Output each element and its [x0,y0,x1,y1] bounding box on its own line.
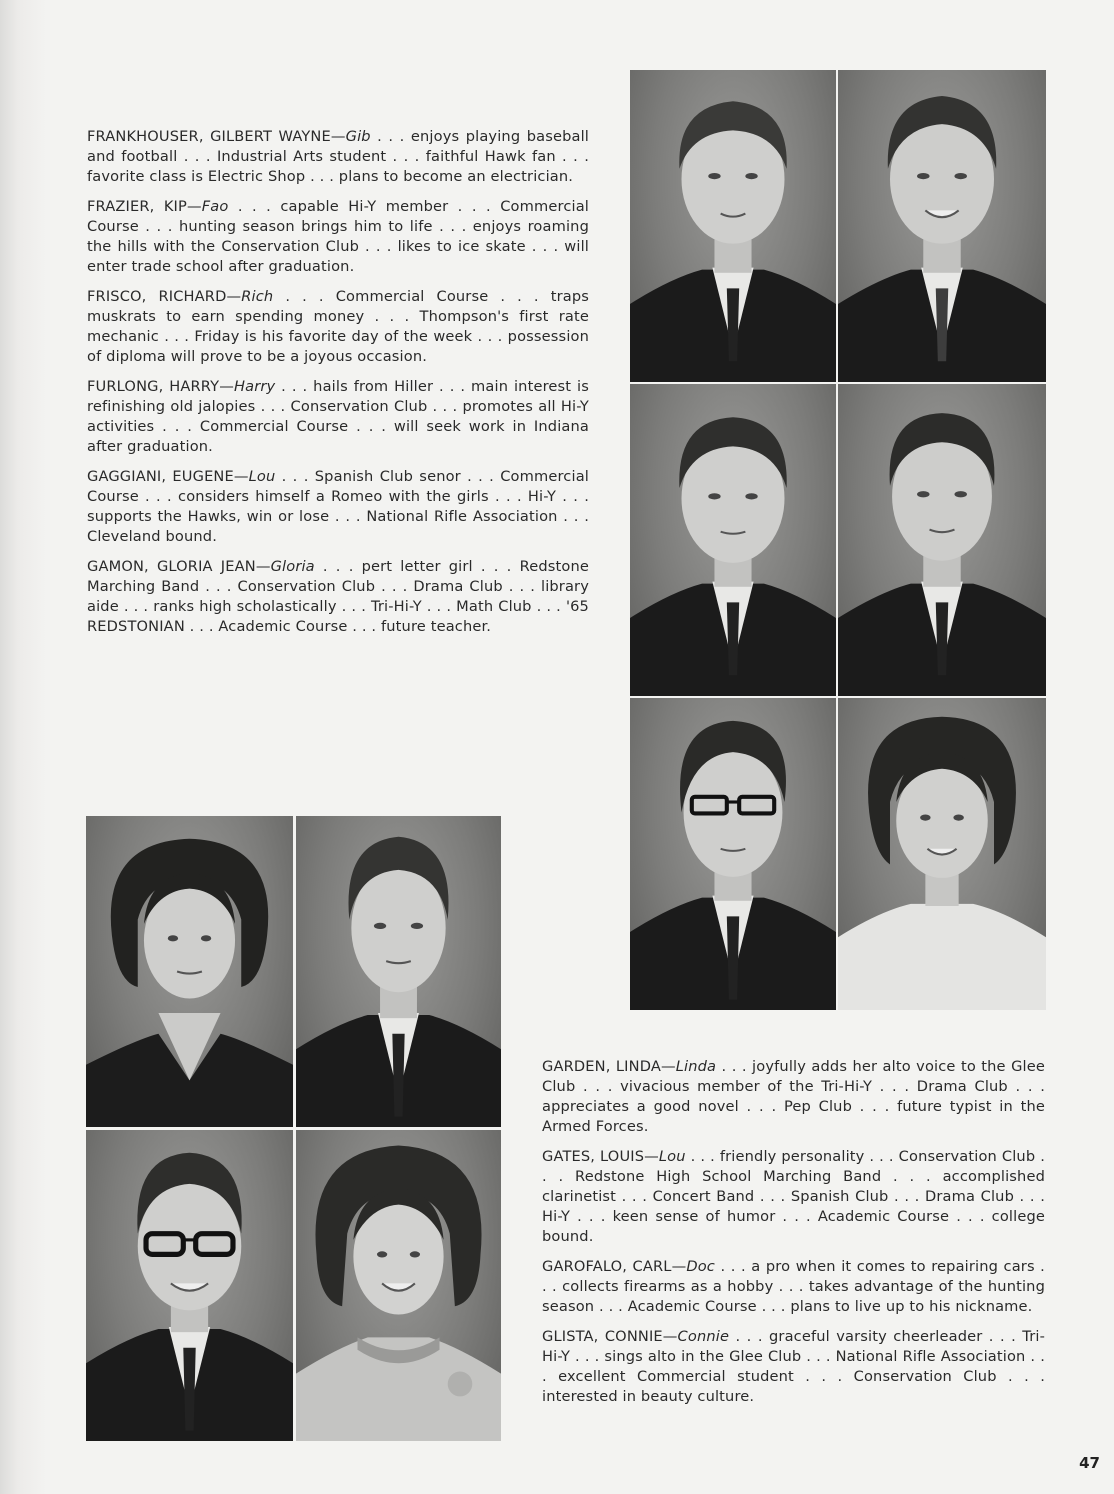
portrait-garofalo [86,1130,293,1441]
portrait-frankhouser [630,70,836,382]
bio-entry: GARDEN, LINDA—Linda . . . joyfully adds her alto voice to the Glee Club . . . vivacious member of the Tri-Hi-Y . . . Drama Club . . . appreciates a good novel . . . Pep Club . . . future typist in the Armed Forces. [542,1058,1045,1135]
portrait-furlong [838,384,1046,696]
bottom-bio-block [542,1057,1045,1417]
bio-entry: GAMON, GLORIA JEAN—Gloria . . . pert letter girl . . . Redstone Marching Band . . . Conservation Club . . . Drama Club . . . library aide . . . ranks high scholastically . . . Tri-Hi-Y . . . Math Club . . . '65 REDSTONIAN . . . Academic Course . . . future teacher. [87,558,589,635]
portrait-gamon [838,698,1046,1010]
portrait-gaggiani [630,698,836,1010]
portrait-glista [296,1130,501,1441]
bio-entry: FRAZIER, KIP—Fao . . . capable Hi-Y member . . . Commercial Course . . . hunting season brings him to life . . . enjoys roaming the hills with the Conservation Club . . . likes to ice skate . . . will enter trade school after graduation. [87,198,590,275]
portrait-frazier [838,70,1046,382]
portrait-frisco [630,384,836,696]
bio-entry: GAGGIANI, EUGENE—Lou . . . Spanish Club senor . . . Commercial Course . . . considers himself a Romeo with the girls . . . Hi-Y . . . supports the Hawks, win or lose . . . National Rifle Association . . . Cleveland bound. [87,468,589,545]
portrait-gates [296,816,501,1127]
bio-entry: GATES, LOUIS—Lou . . . friendly personality . . . Conservation Club . . . Redstone High School Marching Band . . . accomplished clarinetist . . . Concert Band . . . Spanish Club . . . Drama Club . . . Hi-Y . . . keen sense of humor . . . Academic Course . . . college bound. [542,1148,1045,1245]
bio-entry: FRISCO, RICHARD—Rich . . . Commercial Course . . . traps muskrats to earn spending money . . . Thompson's first rate mechanic . . . Friday is his favorite day of the week . . . possession of diploma will prove to be a joyous occasion. [87,288,590,365]
bio-entry: FRANKHOUSER, GILBERT WAYNE—Gib . . . enjoys playing baseball and football . . . Industrial Arts student . . . faithful Hawk fan . . . favorite class is Electric Shop . . . plans to become an electrician. [87,128,590,185]
bio-entry: GAROFALO, CARL—Doc . . . a pro when it comes to repairing cars . . . collects firearms as a hobby . . . takes advantage of the hunting season . . . Academic Course . . . plans to live up to his nickname. [542,1258,1045,1315]
top-bio-block [87,127,589,647]
portrait-garden [86,816,293,1127]
bio-entry: GLISTA, CONNIE—Connie . . . graceful varsity cheerleader . . . Tri-Hi-Y . . . sings alto in the Glee Club . . . National Rifle Association . . . excellent Commercial student . . . Conservation Club . . . interested in beauty culture. [542,1328,1045,1405]
bio-entry: FURLONG, HARRY—Harry . . . hails from Hiller . . . main interest is refinishing old jalopies . . . Conservation Club . . . promotes all Hi-Y activities . . . Commercial Course . . . will seek work in Indiana after graduation. [87,378,589,455]
page-number: 47 [1079,1454,1100,1472]
